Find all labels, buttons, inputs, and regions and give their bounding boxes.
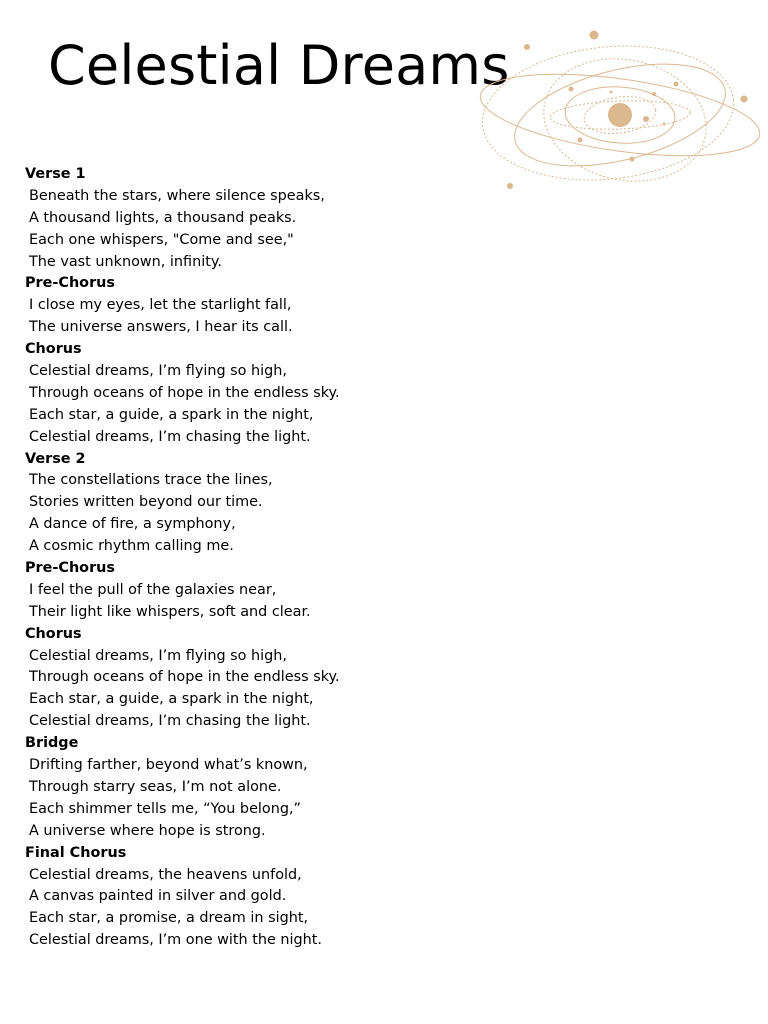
section-heading: Verse 1 [25,166,86,182]
lyric-section [25,164,745,273]
lyric-line: Their light like whispers, soft and clear. [29,603,311,620]
lyric-section [25,449,745,558]
lyric-line: Each star, a guide, a spark in the night, [29,406,314,423]
lyrics-body [25,164,745,952]
lyric-line: Each star, a guide, a spark in the night, [29,691,314,708]
lyric-section [25,558,745,624]
lyric-line: Beneath the stars, where silence speaks, [29,187,325,204]
lyric-line: Stories written beyond our time. [29,494,263,511]
lyric-line: A thousand lights, a thousand peaks. [29,209,297,226]
lyric-line: Each star, a promise, a dream in sight, [29,910,309,927]
lyric-line: The universe answers, I hear its call. [29,319,293,336]
lyric-line: Celestial dreams, I’m one with the night. [29,932,323,949]
lyric-line: Through starry seas, I’m not alone. [29,778,282,795]
lyric-line: The constellations trace the lines, [29,472,273,489]
lyric-section [25,273,745,339]
section-heading: Pre-Chorus [25,560,115,577]
lyric-line: A dance of fire, a symphony, [29,516,236,533]
lyric-line: I feel the pull of the galaxies near, [29,581,277,598]
section-heading: Pre-Chorus [25,275,115,292]
lyric-section [25,733,745,842]
lyric-section [25,339,745,448]
lyric-line: Celestial dreams, I’m flying so high, [29,647,287,664]
lyric-line: A universe where hope is strong. [29,822,266,839]
lyric-section [25,843,745,952]
lyric-line: Each shimmer tells me, “You belong,” [29,800,302,817]
section-heading: Bridge [25,735,79,752]
lyric-line: Celestial dreams, the heavens unfold, [29,866,302,883]
section-heading: Final Chorus [25,844,127,861]
lyric-line: A canvas painted in silver and gold. [29,888,287,905]
lyric-line: Through oceans of hope in the endless sky. [29,669,340,686]
section-heading: Chorus [25,625,82,642]
lyric-line: Celestial dreams, I’m chasing the light. [29,428,311,445]
lyric-line: Each one whispers, "Come and see," [29,231,294,248]
lyric-section [25,624,745,733]
lyric-line: Celestial dreams, I’m flying so high, [29,363,287,380]
page-title: Celestial Dreams [48,34,510,97]
lyric-line: Celestial dreams, I’m chasing the light. [29,713,311,730]
section-heading: Chorus [25,341,82,358]
lyric-line: A cosmic rhythm calling me. [29,538,234,555]
section-heading: Verse 2 [25,450,86,467]
lyric-line: The vast unknown, infinity. [29,253,222,270]
lyric-line: Drifting farther, beyond what’s known, [29,757,308,774]
lyric-line: Through oceans of hope in the endless sky. [29,384,340,401]
lyric-line: I close my eyes, let the starlight fall, [29,297,292,314]
